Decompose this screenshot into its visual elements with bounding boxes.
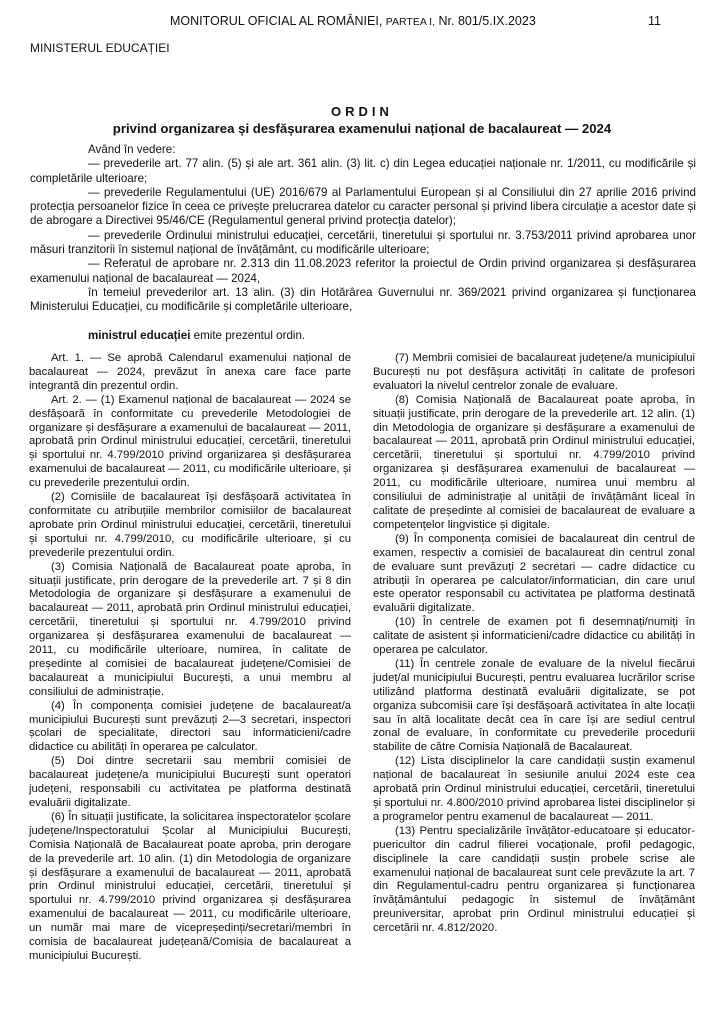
preamble-item: — prevederile Ordinului ministrului educației, cercetării, tineretului și sportului nr. 3.753/2011 privind aprobarea unor măsuri tranzitorii în sistemul național de învățământ, cu modificările ulterioare; <box>30 228 696 257</box>
article-paragraph: (5) Doi dintre secretarii sau membrii comisiei de bacalaureat județene/a municipiului București sunt operatori județeni, responsabili cu activitatea pe platforma destinată evaluării digitalizate. <box>29 755 351 809</box>
article-paragraph: (13) Pentru specializările învățător-educatoare și educator-puericultor din cadrul filierei vocaționale, profil pedagogic, disciplinele la care candidații susțin probele scrise ale examenului național de bacalaureat sunt cele prevăzute la art. 7 din Regulamentul-cadru pentru organizarea și funcționarea învățământului pedagogic în sistemul de învățământ preuniversitar, aprobat prin Ordinul ministrului educației și cercetării nr. 4.812/2020. <box>373 824 695 935</box>
article-paragraph: (11) În centrele zonale de evaluare de la nivelul fiecărui județ/al municipiului București, pentru evaluarea lucrărilor scrise utilizând platforma destinată evaluării digitalizate, se pot organiza subcomisii care își desfășoară activitatea în alte locații sau în altă localitate decât cea în care își are sediul centrul zonal de evaluare, în conformitate cu prevederile procedurii stabilite de către Comisia Națională de Bacalaureat. <box>373 657 695 754</box>
publication-name: MONITORUL OFICIAL AL ROMÂNIEI, <box>170 14 383 28</box>
document-subtitle: privind organizarea și desfășurarea examenului național de bacalaureat — 2024 <box>112 121 612 136</box>
right-column <box>373 352 695 936</box>
article-paragraph: Art. 2. — (1) Examenul național de bacalaureat — 2024 se desfășoară în conformitate cu prevederile Metodologiei de organizare și desfășurare a examenului de bacalaureat — 2011, aprobată prin Ordinul ministrului educației, cercetării, tineretului și sportului nr. 4.799/2010 privind organizarea și desfășurarea examenului de bacalaureat — 2011, cu modificările ulterioare, și cu prevederile prezentului ordin. <box>29 393 351 490</box>
preamble-item: — Referatul de aprobare nr. 2.313 din 11.08.2023 referitor la proiectul de Ordin privind organizarea și desfășurarea examenului național de bacalaureat — 2024, <box>30 257 696 285</box>
article-paragraph: Art. 1. — Se aprobă Calendarul examenului național de bacalaureat — 2024, prevăzut în anexa care face parte integrantă din prezentul ordin. <box>29 352 351 392</box>
article-paragraph: (4) În componența comisiei județene de bacalaureat/a municipiului București sunt prevăzuți 2—3 secretari, inspectori școlari de specialitate, directori sau informaticieni/cadre didactice cu abilități în operarea pe calculator. <box>29 699 351 754</box>
issuer: MINISTERUL EDUCAȚIEI <box>30 41 170 55</box>
preamble-item: Având în vedere: <box>88 143 176 156</box>
preamble <box>30 143 696 343</box>
publication-part: PARTEA I, <box>385 16 436 28</box>
left-column <box>29 352 351 964</box>
preamble-item: — prevederile art. 77 alin. (5) și ale art. 361 alin. (3) lit. c) din Legea educației naționale nr. 1/2011, cu modificările și completările ulterioare; <box>30 157 696 185</box>
emit-text: emite prezentul ordin. <box>190 328 306 342</box>
article-paragraph: (7) Membrii comisiei de bacalaureat județene/a municipiului București nu pot desfășura activități în calitate de profesori evaluatori la nivelul centrelor zonale de evaluare. <box>373 352 695 392</box>
article-paragraph: (12) Lista disciplinelor la care candidații susțin examenul național de bacalaureat în sesiunile anului 2024 este cea aprobată prin Ordinul ministrului educației, cercetării, tineretului și sportului nr. 4.800/2010 privind aprobarea listei disciplinelor și a programelor pentru examenul de bacalaureat — 2011. <box>373 755 695 823</box>
preamble-item: în temeiul prevederilor art. 13 alin. (3) din Hotărârea Guvernului nr. 369/2021 privind organizarea și funcționarea Ministerului Educației, cu modificările și completările ulterioare, <box>30 285 696 314</box>
document-title: ORDIN <box>331 104 393 119</box>
article-paragraph: (10) În centrele de examen pot fi desemnați/numiți în calitate de asistent și informaticieni/cadre didactice cu abilități în operarea pe calculator. <box>373 616 695 657</box>
article-paragraph: (6) În situații justificate, la solicitarea inspectoratelor școlare județene/Inspectoratului Școlar al Municipiului București, Comisia Națională de Bacalaureat poate aproba, prin derogare de la prevederile art. 10 alin. (1) din Metodologia de organizare și desfășurare a examenului de bacalaureat — 2011, aprobată prin Ordinul ministrului educației, cercetării, tineretului și sportului nr. 4.799/2010 privind organizarea și desfășurarea examenului de bacalaureat — 2011, cu modificările ulterioare, un număr mai mare de vicepreședinți/secretari/membri în comisia de bacalaureat județeană/Comisia de bacalaureat a municipiului București. <box>29 810 351 962</box>
article-paragraph: (9) În componența comisiei de bacalaureat din centrul de examen, respectiv a comisiei de bacalaureat din centrul zonal de evaluare sunt prevăzuți 2 secretari — cadre didactice cu atribuții în operarea pe calculator/informatician, din care unul este operator responsabil cu activitatea pe platforma destinată evaluării digitalizate. <box>373 532 695 615</box>
page-number: 11 <box>648 14 661 28</box>
article-paragraph: (3) Comisia Națională de Bacalaureat poate aproba, în situații justificate, prin derogare de la prevederile art. 7 și 8 din Metodologia de organizare și desfășurare a examenului de bacalaureat — 2011, aprobată prin Ordinul ministrului educației, cercetării, tineretului și sportului nr. 4.799/2010 privind organizarea și desfășurarea examenului de bacalaureat — 2011, cu modificările ulterioare, numirea, în calitate de președinte al comisiei de bacalaureat județene/Comisiei de bacalaureat a municipiului București, a unui membru al consiliului de administrație. <box>29 560 351 698</box>
emit-authority: ministrul educației <box>88 328 191 342</box>
publication-title <box>170 14 536 28</box>
article-paragraph: (8) Comisia Națională de Bacalaureat poate aproba, în situații justificate, prin derogare de la prevederile art. 12 alin. (1) din Metodologia de organizare și desfășurare a examenului de bacalaureat — 2011, aprobată prin Ordinul ministrului educației, cercetării, tineretului și sportului nr. 4.799/2010 privind organizarea și desfășurarea examenului de bacalaureat — 2011, cu modificările ulterioare, numirea unui membru al consiliului de administrație al unității de învățământ liceal în calitate de președinte al comisiei de bacalaureat de evaluare a competențelor lingvistice și digitale. <box>373 393 695 531</box>
emit-statement <box>30 329 696 343</box>
issue-number: Nr. 801/5.IX.2023 <box>438 14 536 28</box>
article-paragraph: (2) Comisiile de bacalaureat își desfășoară activitatea în conformitate cu atribuțiile membrilor comisiilor de bacalaureat aprobate prin Ordinul ministrului educației, cercetării, tineretului și sportului nr. 4.799/2010, cu modificările ulterioare, și cu prevederile prezentului ordin. <box>29 491 351 559</box>
preamble-item: — prevederile Regulamentului (UE) 2016/679 al Parlamentului European și al Consiliului din 27 aprilie 2016 privind protecția persoanelor fizice în ceea ce privește prelucrarea datelor cu caracter personal și privind libera circulație a acestor date și de abrogare a Directivei 95/46/CE (Regulamentul general privind protecția datelor); <box>30 185 696 228</box>
